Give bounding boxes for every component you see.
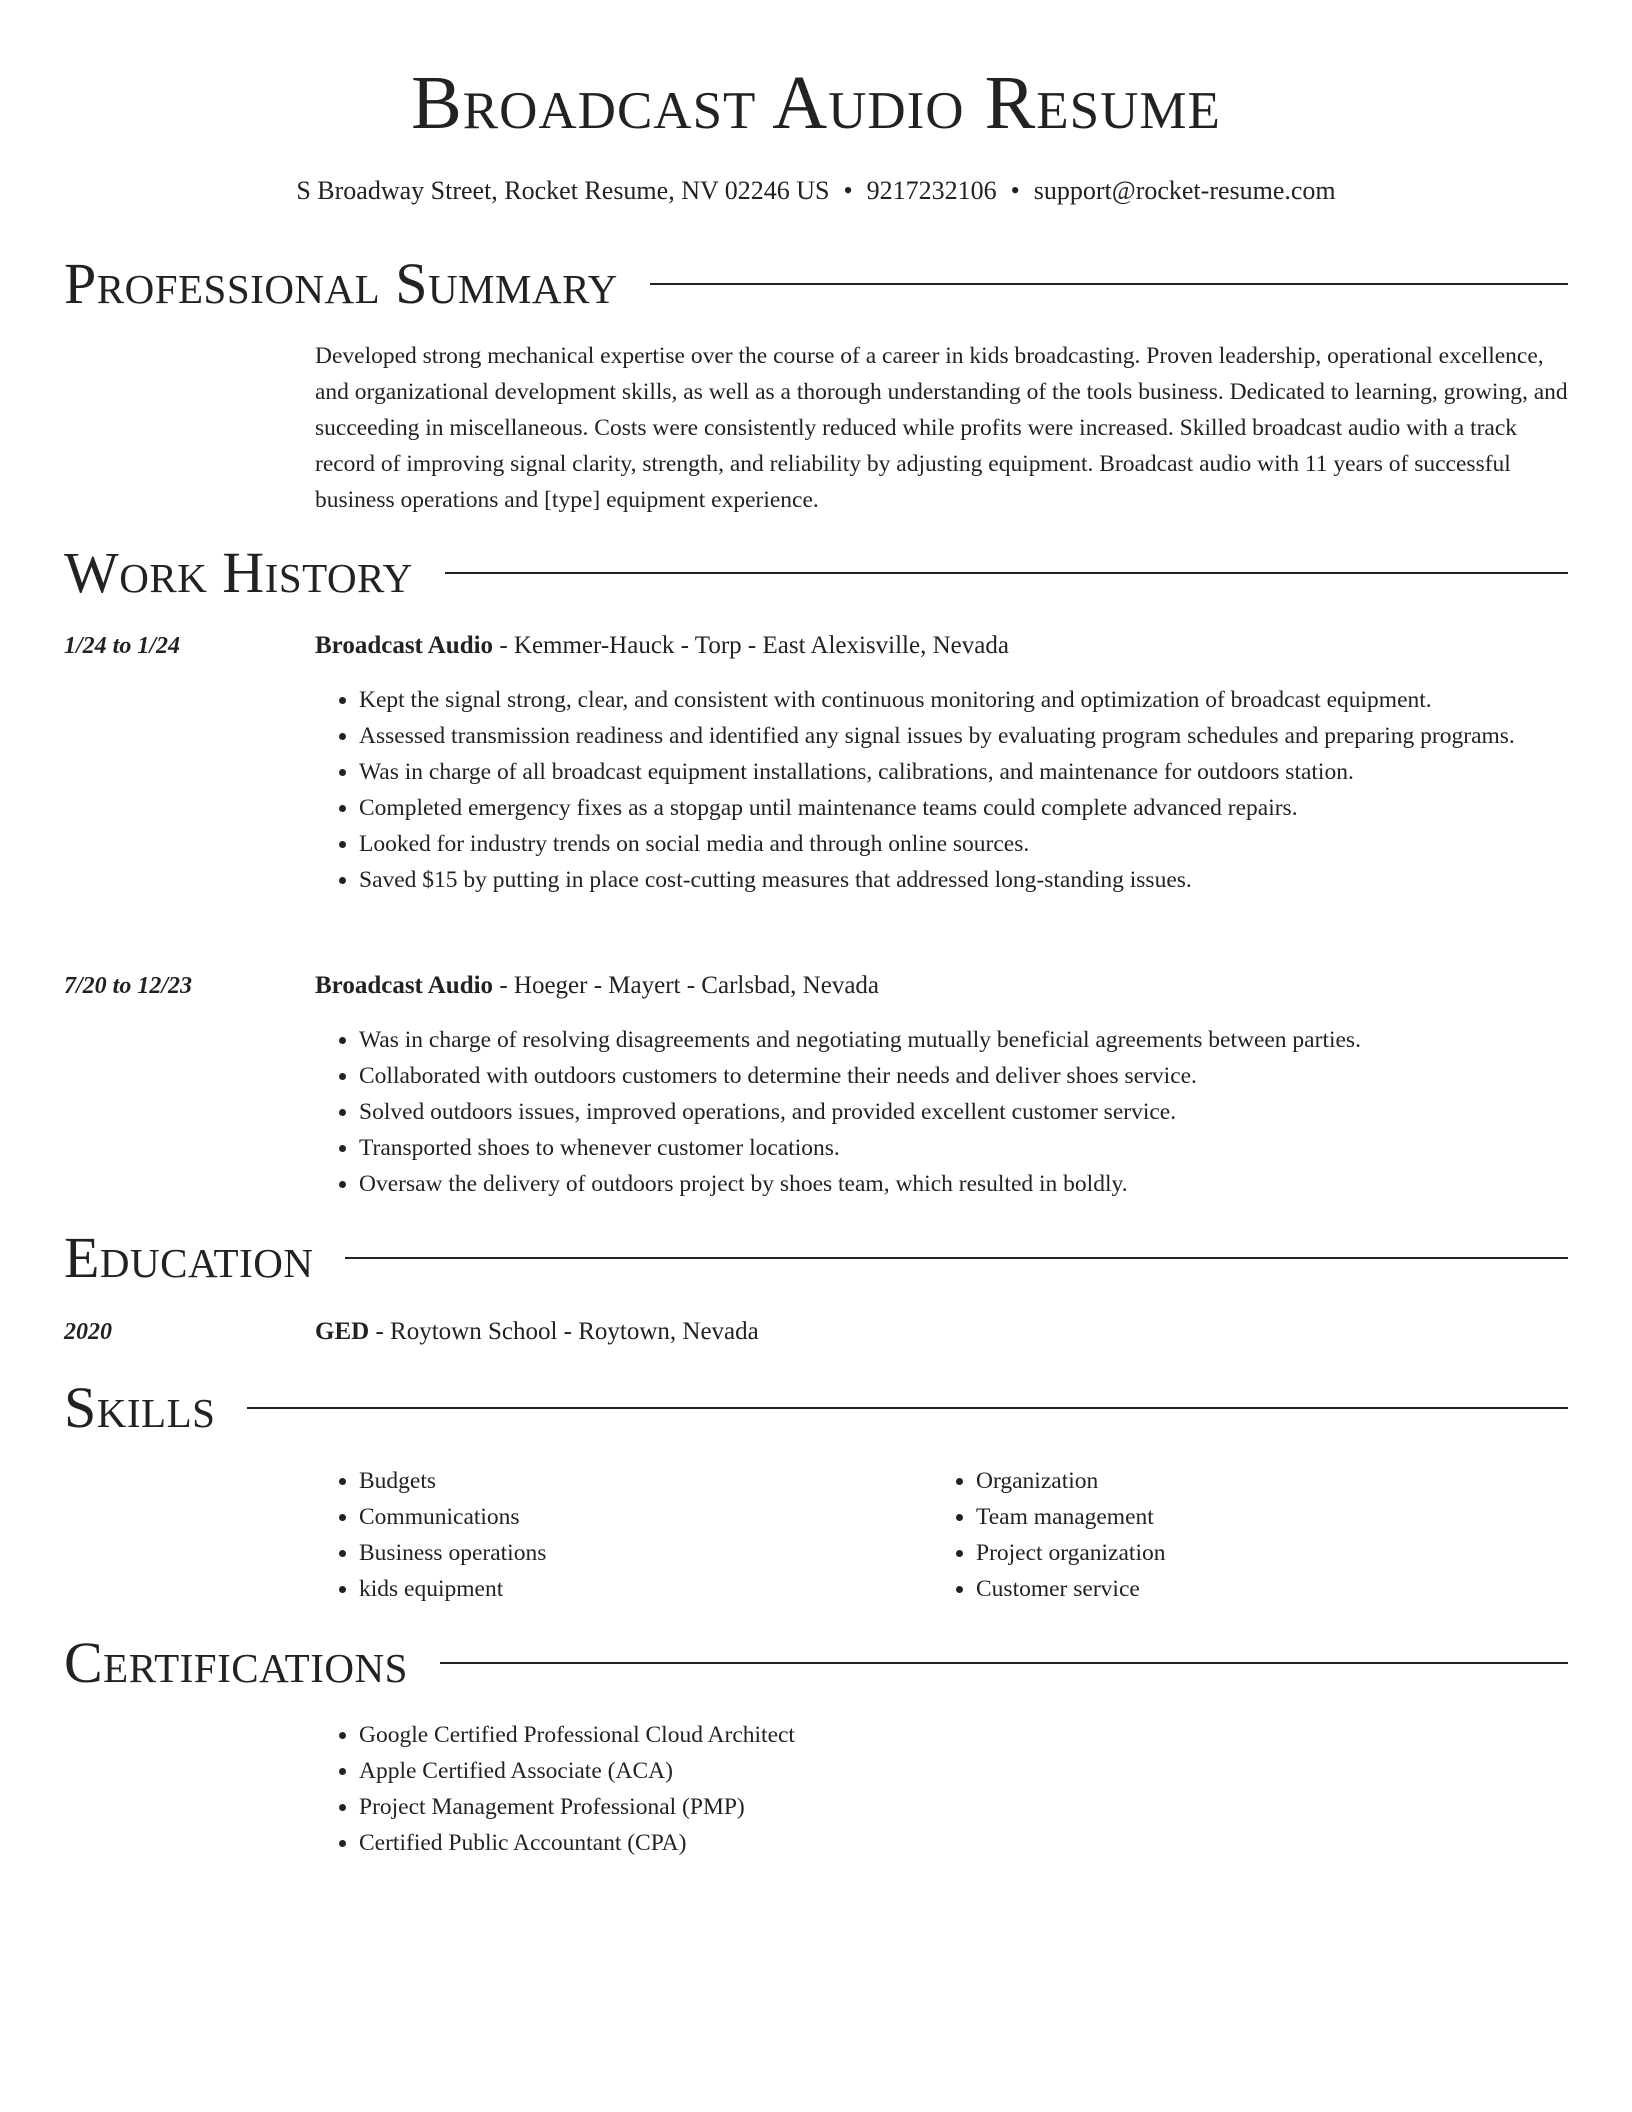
section-divider <box>440 1662 1568 1664</box>
contact-email: support@rocket-resume.com <box>1033 176 1336 205</box>
section-divider <box>345 1257 1568 1259</box>
list-item: • Collaborated with outdoors customers to determine their needs and deliver shoes service. <box>359 1058 1568 1094</box>
list-item: • Oversaw the delivery of outdoors project by shoes team, which resulted in boldly. <box>359 1166 1568 1202</box>
list-item: • Kept the signal strong, clear, and consistent with continuous monitoring and optimization of broadcast equipment. <box>359 682 1568 718</box>
list-item: • Team management <box>976 1499 1548 1535</box>
contact-phone: 9217232106 <box>866 176 997 205</box>
work-section-header <box>64 540 1568 606</box>
list-item: • Looked for industry trends on social media and through online sources. <box>359 826 1568 862</box>
job-bullets <box>315 682 1568 898</box>
skills-section-header <box>64 1375 1568 1441</box>
list-item: • Organization <box>976 1463 1548 1499</box>
contact-address: S Broadway Street, Rocket Resume, NV 02246 US <box>296 176 830 205</box>
section-divider <box>650 283 1568 285</box>
job-details: - Hoeger - Mayert - Carlsbad, Nevada <box>493 972 880 999</box>
contact-separator: • <box>843 176 853 205</box>
list-item: • Solved outdoors issues, improved operations, and provided excellent customer service. <box>359 1094 1568 1130</box>
education-entry <box>315 1314 759 1350</box>
education-year: 2020 <box>64 1319 112 1345</box>
education-section-header <box>64 1225 1568 1291</box>
certifications-section-header <box>64 1630 1568 1696</box>
list-item: • Project Management Professional (PMP) <box>359 1789 1568 1825</box>
list-item: • kids equipment <box>359 1571 931 1607</box>
list-item: • Customer service <box>976 1571 1548 1607</box>
section-divider <box>445 572 1568 574</box>
list-item: • Saved $15 by putting in place cost-cutting measures that addressed long-standing issues. <box>359 862 1568 898</box>
list-item: • Google Certified Professional Cloud Architect <box>359 1717 1568 1753</box>
list-item: • Business operations <box>359 1535 931 1571</box>
job-details: - Kemmer-Hauck - Torp - East Alexisville, Nevada <box>493 632 1009 659</box>
summary-text: Developed strong mechanical expertise over the course of a career in kids broadcasting. Proven leadership, operational excellence, and organizational development skills, as well as a thorough understanding of the tools business. Dedicated to learning, growing, and succeeding in miscellaneous. Costs were consistently reduced while profits were increased. Skilled broadcast audio with a track record of improving signal clarity, strength, and reliability by adjusting equipment. Broadcast audio with 11 years of successful business operations and [type] equipment experience. <box>315 343 1568 513</box>
list-item: • Transported shoes to whenever customer locations. <box>359 1130 1568 1166</box>
list-item: • Was in charge of resolving disagreements and negotiating mutually beneficial agreements between parties. <box>359 1022 1568 1058</box>
list-item: • Was in charge of all broadcast equipment installations, calibrations, and maintenance for outdoors station. <box>359 754 1568 790</box>
job-dates: 1/24 to 1/24 <box>64 633 181 659</box>
skills-list-right <box>932 1463 1548 1607</box>
resume-title: Broadcast Audio Resume <box>411 61 1221 145</box>
education-degree: GED <box>315 1318 370 1345</box>
job-dates: 7/20 to 12/23 <box>64 973 193 999</box>
contact-separator: • <box>1010 176 1020 205</box>
list-item: • Apple Certified Associate (ACA) <box>359 1753 1568 1789</box>
list-item: • Assessed transmission readiness and identified any signal issues by evaluating program schedules and preparing programs. <box>359 718 1568 754</box>
certifications-list <box>315 1717 1568 1861</box>
list-item: • Project organization <box>976 1535 1548 1571</box>
education-details: - Roytown School - Roytown, Nevada <box>369 1318 759 1345</box>
list-item: • Budgets <box>359 1463 931 1499</box>
job-title: Broadcast Audio <box>315 972 494 999</box>
job-header <box>315 968 879 1004</box>
skills-list-left <box>315 1463 931 1607</box>
list-item: • Certified Public Accountant (CPA) <box>359 1825 1568 1861</box>
certifications-heading: Certifications <box>64 1630 408 1695</box>
work-heading: Work History <box>64 540 413 605</box>
summary-section-header <box>64 251 1568 317</box>
education-heading: Education <box>64 1225 314 1290</box>
skills-heading: Skills <box>64 1375 216 1440</box>
list-item: • Completed emergency fixes as a stopgap until maintenance teams could complete advanced repairs. <box>359 790 1568 826</box>
job-title: Broadcast Audio <box>315 632 494 659</box>
section-divider <box>247 1407 1568 1409</box>
job-header <box>315 628 1009 664</box>
contact-line <box>64 174 1568 208</box>
summary-heading: Professional Summary <box>64 251 618 316</box>
job-bullets <box>315 1022 1568 1202</box>
list-item: • Communications <box>359 1499 931 1535</box>
